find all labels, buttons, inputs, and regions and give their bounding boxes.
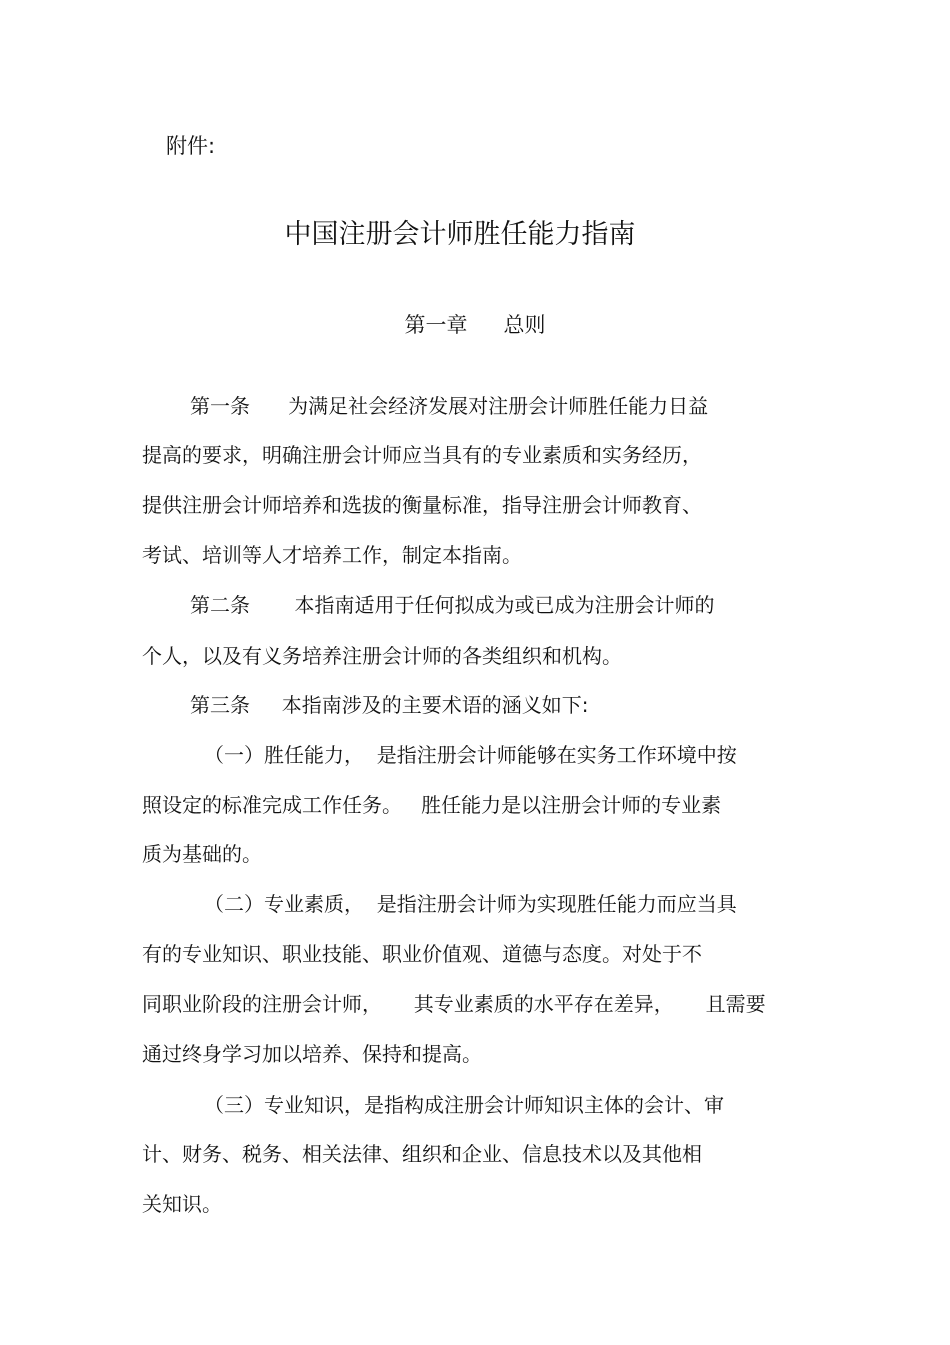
item-3-line-2: 计、财务、税务、相关法律、组织和企业、信息技术以及其他相 [142, 1142, 702, 1166]
item-3-line-3: 关知识。 [142, 1192, 222, 1216]
attachment-label: 附件: [166, 134, 216, 158]
chapter-heading [0, 309, 950, 339]
article-1-line-4: 考试、培训等人才培养工作，制定本指南。 [142, 543, 522, 567]
item-3-line-1: （三）专业知识，是指构成注册会计师知识主体的会计、审 [204, 1093, 724, 1117]
article-1-line-2: 提高的要求，明确注册会计师应当具有的专业素质和实务经历， [142, 443, 702, 467]
article-3-line-1: 第三条 本指南涉及的主要术语的涵义如下: [190, 693, 589, 717]
article-2-line-2: 个人，以及有义务培养注册会计师的各类组织和机构。 [142, 644, 622, 668]
item-1-line-3: 质为基础的。 [142, 842, 262, 866]
item-2-line-2: 有的专业知识、职业技能、职业价值观、道德与态度。对处于不 [142, 942, 702, 966]
article-1-line-1: 第一条 为满足社会经济发展对注册会计师胜任能力日益 [190, 394, 709, 418]
document-title: 中国注册会计师胜任能力指南 [284, 219, 636, 250]
article-2-line-1: 第二条 本指南适用于任何拟成为或已成为注册会计师的 [190, 593, 715, 617]
article-1-line-3: 提供注册会计师培养和选拔的衡量标准，指导注册会计师教育、 [142, 493, 702, 517]
item-2-line-3: 同职业阶段的注册会计师， 其专业素质的水平存在差异， 且需要 [142, 992, 766, 1016]
chapter-number: 第一章 [404, 313, 468, 337]
item-1-line-2: 照设定的标准完成工作任务。 胜任能力是以注册会计师的专业素 [142, 793, 722, 817]
chapter-name: 总则 [503, 313, 546, 337]
item-1-line-1: （一）胜任能力， 是指注册会计师能够在实务工作环境中按 [204, 743, 737, 767]
item-2-line-1: （二）专业素质， 是指注册会计师为实现胜任能力而应当具 [204, 892, 737, 916]
item-2-line-4: 通过终身学习加以培养、保持和提高。 [142, 1042, 482, 1066]
